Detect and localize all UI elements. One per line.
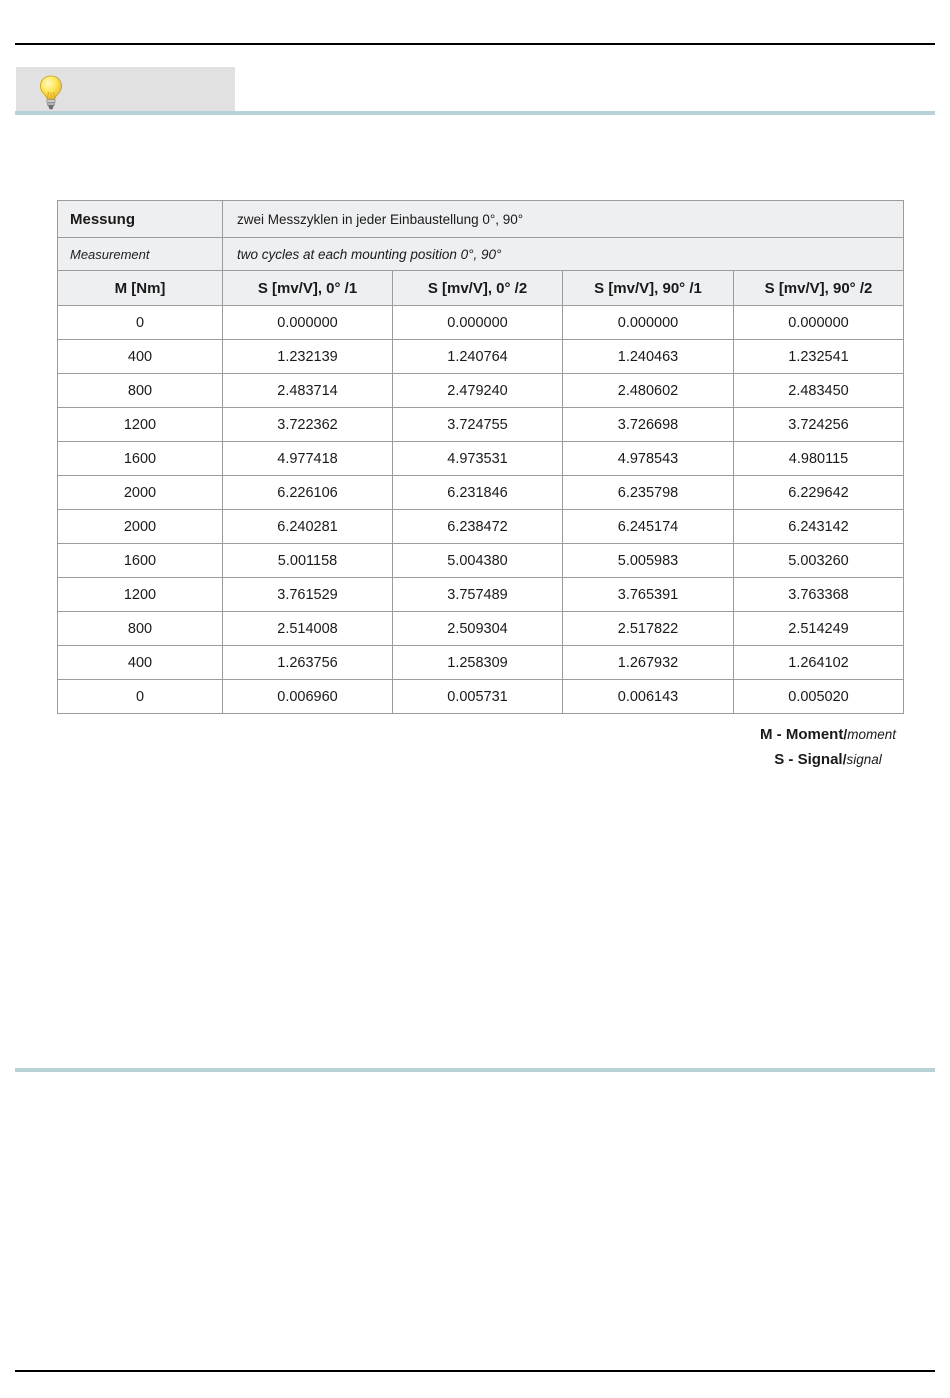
table-row [58, 510, 904, 544]
signal-value: 6.226106 [223, 476, 393, 510]
signal-value: 4.977418 [223, 442, 393, 476]
legend-signal-translation: signal [846, 752, 882, 767]
moment-value: 800 [58, 374, 223, 408]
table-row [58, 578, 904, 612]
signal-value: 3.724256 [734, 408, 904, 442]
teal-divider-bottom [15, 1068, 935, 1072]
signal-value: 5.004380 [393, 544, 563, 578]
signal-value: 5.003260 [734, 544, 904, 578]
legend-moment-translation: moment [847, 727, 896, 742]
signal-value: 6.229642 [734, 476, 904, 510]
column-header: S [mv/V], 0° /1 [223, 271, 393, 306]
signal-value: 3.722362 [223, 408, 393, 442]
moment-value: 2000 [58, 510, 223, 544]
table-description-de: zwei Messzyklen in jeder Einbaustellung 0°, 90° [223, 201, 904, 238]
column-header-row [58, 271, 904, 306]
signal-value: 5.005983 [563, 544, 734, 578]
column-header: S [mv/V], 0° /2 [393, 271, 563, 306]
signal-value: 1.232541 [734, 340, 904, 374]
moment-value: 1200 [58, 408, 223, 442]
moment-value: 2000 [58, 476, 223, 510]
signal-value: 2.483714 [223, 374, 393, 408]
legend-signal-label: S - Signal [774, 751, 843, 768]
table-title-row [58, 201, 904, 238]
signal-value: 1.263756 [223, 646, 393, 680]
table-row [58, 408, 904, 442]
signal-value: 4.973531 [393, 442, 563, 476]
note-box [16, 67, 235, 112]
signal-value: 3.757489 [393, 578, 563, 612]
legend-moment-label: M - Moment [760, 726, 844, 743]
moment-value: 1600 [58, 544, 223, 578]
table-row [58, 340, 904, 374]
table-row [58, 306, 904, 340]
signal-value: 5.001158 [223, 544, 393, 578]
signal-value: 0.005731 [393, 680, 563, 714]
table-row [58, 544, 904, 578]
table-row [58, 680, 904, 714]
table-row [58, 646, 904, 680]
signal-value: 3.765391 [563, 578, 734, 612]
signal-value: 2.514249 [734, 612, 904, 646]
signal-value: 2.479240 [393, 374, 563, 408]
moment-value: 400 [58, 340, 223, 374]
legend-signal-slash: / [842, 751, 847, 767]
table-description-en: two cycles at each mounting position 0°, 90° [223, 238, 904, 271]
signal-value: 3.726698 [563, 408, 734, 442]
signal-value: 2.483450 [734, 374, 904, 408]
legend-line-signal [760, 747, 896, 772]
table-row [58, 374, 904, 408]
signal-value: 6.240281 [223, 510, 393, 544]
measurement-table [57, 200, 904, 714]
signal-value: 1.240463 [563, 340, 734, 374]
signal-value: 6.245174 [563, 510, 734, 544]
table-title-row-en [58, 238, 904, 271]
table-title-en: Measurement [58, 238, 223, 271]
table-row [58, 612, 904, 646]
legend-line-moment [760, 722, 896, 747]
moment-value: 800 [58, 612, 223, 646]
signal-value: 0.005020 [734, 680, 904, 714]
table-row [58, 476, 904, 510]
legend [760, 722, 896, 772]
signal-value: 0.000000 [393, 306, 563, 340]
signal-value: 6.235798 [563, 476, 734, 510]
top-divider [15, 43, 935, 45]
signal-value: 2.517822 [563, 612, 734, 646]
signal-value: 1.264102 [734, 646, 904, 680]
signal-value: 1.267932 [563, 646, 734, 680]
lightbulb-icon [38, 75, 64, 111]
table-row [58, 442, 904, 476]
column-header: S [mv/V], 90° /1 [563, 271, 734, 306]
teal-divider-top [15, 111, 935, 115]
signal-value: 2.480602 [563, 374, 734, 408]
signal-value: 0.000000 [563, 306, 734, 340]
signal-value: 0.000000 [734, 306, 904, 340]
signal-value: 3.724755 [393, 408, 563, 442]
signal-value: 1.258309 [393, 646, 563, 680]
column-header: S [mv/V], 90° /2 [734, 271, 904, 306]
signal-value: 0.006960 [223, 680, 393, 714]
moment-value: 0 [58, 306, 223, 340]
signal-value: 1.240764 [393, 340, 563, 374]
signal-value: 3.763368 [734, 578, 904, 612]
moment-value: 1600 [58, 442, 223, 476]
signal-value: 1.232139 [223, 340, 393, 374]
moment-value: 1200 [58, 578, 223, 612]
signal-value: 6.238472 [393, 510, 563, 544]
signal-value: 6.243142 [734, 510, 904, 544]
signal-value: 4.980115 [734, 442, 904, 476]
signal-value: 0.000000 [223, 306, 393, 340]
bottom-divider [15, 1370, 935, 1372]
signal-value: 0.006143 [563, 680, 734, 714]
table-title-de: Messung [58, 201, 223, 238]
signal-value: 2.514008 [223, 612, 393, 646]
signal-value: 3.761529 [223, 578, 393, 612]
moment-value: 0 [58, 680, 223, 714]
legend-moment-slash: / [843, 726, 848, 742]
signal-value: 6.231846 [393, 476, 563, 510]
moment-value: 400 [58, 646, 223, 680]
signal-value: 2.509304 [393, 612, 563, 646]
signal-value: 4.978543 [563, 442, 734, 476]
column-header: M [Nm] [58, 271, 223, 306]
